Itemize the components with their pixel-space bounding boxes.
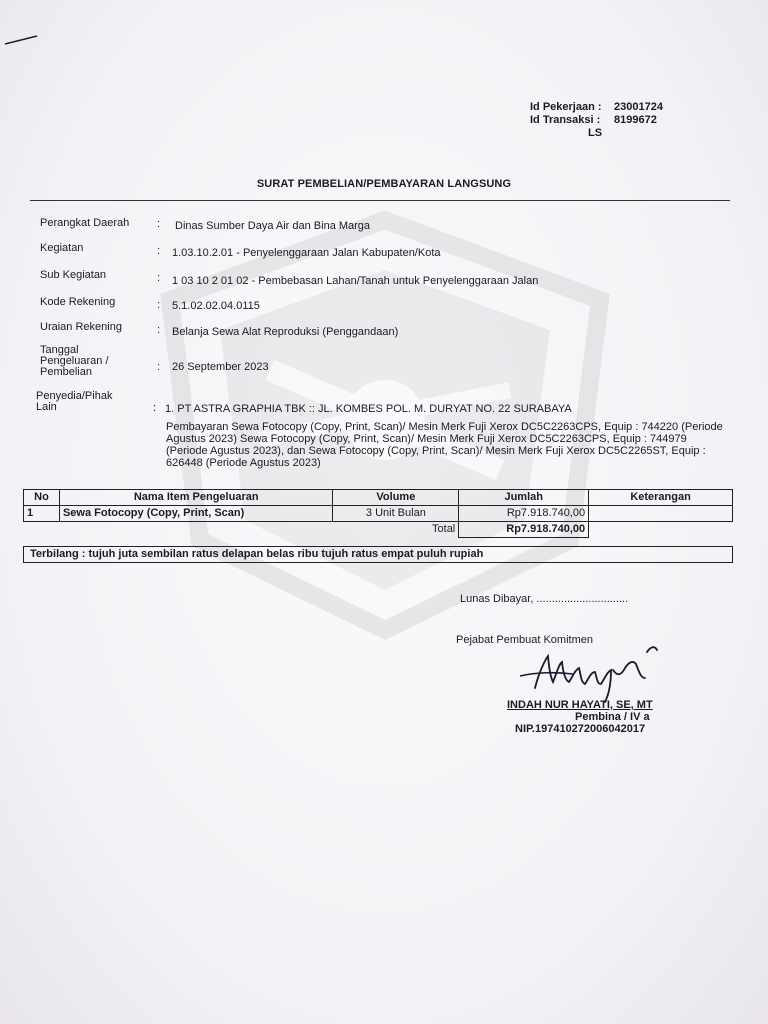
kegiatan-value: 1.03.10.2.01 - Penyelenggaraan Jalan Kabupaten/Kota	[172, 247, 441, 259]
total-empty-cell	[589, 522, 733, 538]
sub-kegiatan-value: 1 03 10 2 01 02 - Pembebasan Lahan/Tanah untuk Penyelenggaraan Jalan	[172, 275, 539, 287]
payment-description: Pembayaran Sewa Fotocopy (Copy, Print, Scan)/ Mesin Merk Fuji Xerox DC5C2263CPS, Equip : 744220 (Periode Agustus 2023) Sewa Fotocopy (Copy, Print, Scan)/ Mesin Merk Fuji Xerox DC5C2263CPS, Equip : 744979 (Periode Agustus 2023), dan Sewa Fotocopy (Copy, Print, Scan)/ Mesin Merk Fuji Xerox DC5C2265ST, Equip : 626448 (Periode Agustus 2023)	[166, 421, 723, 469]
colon: :	[157, 299, 161, 311]
row-item: Sewa Fotocopy (Copy, Print, Scan)	[59, 506, 333, 522]
total-label: Total	[24, 522, 459, 538]
pen-mark	[4, 34, 38, 46]
penyedia-value: 1. PT ASTRA GRAPHIA TBK :: JL. KOMBES POL. M. DURYAT NO. 22 SURABAYA	[165, 403, 572, 415]
header-keterangan: Keterangan	[589, 490, 733, 506]
header-item: Nama Item Pengeluaran	[59, 490, 333, 506]
row-keterangan	[589, 506, 733, 522]
signatory-nip: NIP.197410272006042017	[515, 723, 646, 735]
tanggal-value: 26 September 2023	[172, 361, 269, 373]
lunas-dibayar: Lunas Dibayar, ..............................	[460, 593, 629, 605]
signatory-role: Pejabat Pembuat Komitmen	[456, 634, 593, 646]
header-no: No	[24, 490, 60, 506]
signatory-name: INDAH NUR HAYATI, SE, MT	[507, 699, 653, 711]
colon: :	[157, 245, 161, 257]
colon: :	[157, 324, 161, 336]
kegiatan-label: Kegiatan	[40, 242, 84, 254]
perangkat-daerah-label: Perangkat Daerah	[40, 217, 130, 229]
colon: :	[157, 272, 161, 284]
id-transaksi-value: 8199672	[614, 114, 657, 126]
row-volume: 3 Unit Bulan	[333, 506, 459, 522]
title-divider	[30, 200, 730, 201]
perangkat-daerah-value: Dinas Sumber Daya Air dan Bina Marga	[175, 220, 371, 232]
colon: :	[157, 218, 161, 230]
header-jumlah: Jumlah	[459, 490, 589, 506]
table-row	[24, 506, 733, 522]
items-table	[23, 489, 733, 538]
kode-rekening-value: 5.1.02.02.04.0115	[172, 300, 260, 312]
document-identifiers	[530, 101, 663, 140]
id-transaksi-label: Id Transaksi :	[530, 114, 601, 126]
colon: :	[157, 361, 161, 373]
tanggal-label: Tanggal Pengeluaran / Pembelian	[40, 344, 109, 378]
row-jumlah: Rp7.918.740,00	[459, 506, 589, 522]
colon: :	[153, 402, 157, 414]
header-volume: Volume	[333, 490, 459, 506]
id-pekerjaan-label: Id Pekerjaan :	[530, 101, 602, 113]
signatory-rank: Pembina / IV a	[575, 711, 650, 723]
row-no: 1	[24, 506, 60, 522]
uraian-rekening-label: Uraian Rekening	[40, 321, 122, 333]
total-row	[24, 522, 733, 538]
penyedia-label: Penyedia/Pihak Lain	[36, 390, 113, 413]
handwritten-signature	[515, 642, 665, 704]
sub-kegiatan-label: Sub Kegiatan	[40, 269, 107, 281]
amount-in-words: Terbilang : tujuh juta sembilan ratus delapan belas ribu tujuh ratus empat puluh rupiah	[23, 546, 733, 563]
total-value: Rp7.918.740,00	[459, 522, 589, 538]
document-title: SURAT PEMBELIAN/PEMBAYARAN LANGSUNG	[256, 178, 512, 190]
id-pekerjaan-value: 23001724	[614, 101, 663, 113]
table-header-row	[24, 490, 733, 506]
uraian-rekening-value: Belanja Sewa Alat Reproduksi (Penggandaan)	[172, 326, 399, 338]
type-code: LS	[588, 127, 603, 139]
kode-rekening-label: Kode Rekening	[40, 296, 116, 308]
